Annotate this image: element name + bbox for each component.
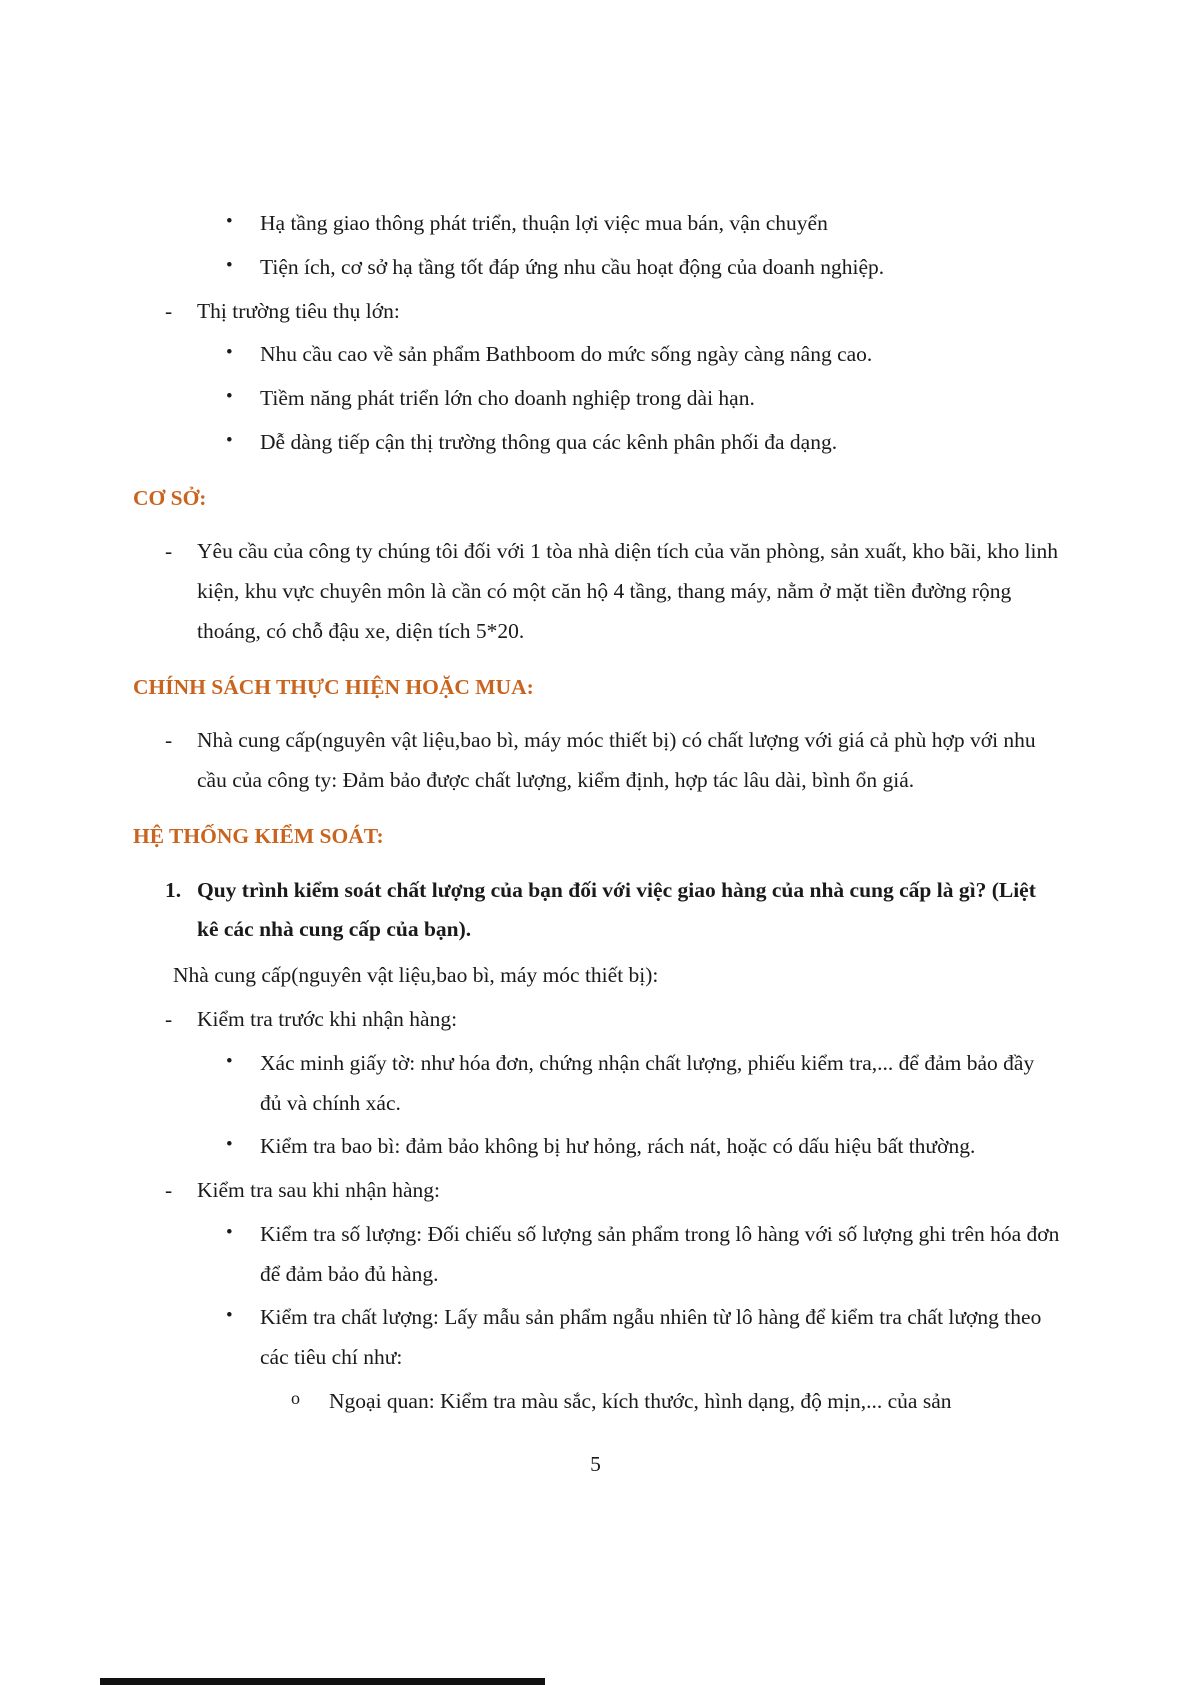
page-footer [0,1452,1191,1477]
list-item [133,1044,1060,1124]
bullet-marker: • [226,1221,233,1243]
block-text: Quy trình kiểm soát chất lượng của bạn đối với việc giao hàng của nhà cung cấp là gì? (Liệt kê các nhà cung cấp của bạn). [197,877,1036,942]
dash-marker: - [165,539,173,564]
block-text: Yêu cầu của công ty chúng tôi đối với 1 tòa nhà diện tích của văn phòng, sản xuất, kho bãi, kho linh kiện, khu vực chuyên môn là cần có một căn hộ 4 tầng, thang máy, nằm ở mặt tiền đường rộng thoáng, có chỗ đậu xe, diện tích 5*20. [197,539,1059,643]
page-number: 5 [590,1452,601,1476]
block-text: Hạ tầng giao thông phát triển, thuận lợi việc mua bán, vận chuyển [260,211,828,235]
list-item [133,204,1060,244]
list-item [133,1215,1060,1295]
bottom-edge-bar [100,1678,545,1685]
dash-marker: - [165,1178,173,1203]
bullet-marker: • [226,254,233,276]
block-text: Dễ dàng tiếp cận thị trường thông qua các kênh phân phối đa dạng. [260,429,838,454]
bullet-marker: • [226,1134,233,1156]
block-text: Kiểm tra số lượng: Đối chiếu số lượng sản phẩm trong lô hàng với số lượng ghi trên hóa đơn để đảm bảo đủ hàng. [260,1221,1060,1286]
numbered-item [133,871,1060,951]
bullet-marker: • [226,386,233,408]
block-text: Nhà cung cấp(nguyên vật liệu,bao bì, máy móc thiết bị) có chất lượng với giá cả phù hợp với nhu cầu của công ty: Đảm bảo được chất lượng, kiểm định, hợp tác lâu dài, bình ổn giá. [197,728,1036,793]
block-text: Kiểm tra bao bì: đảm bảo không bị hư hỏng, rách nát, hoặc có dấu hiệu bất thường. [260,1134,976,1159]
number-marker: 1. [165,877,182,902]
block-text: CHÍNH SÁCH THỰC HIỆN HOẶC MUA: [133,674,534,699]
block-text: Ngoại quan: Kiểm tra màu sắc, kích thước, hình dạng, độ mịn,... của sản [329,1388,952,1413]
list-item [133,721,1060,801]
list-item [133,1298,1060,1378]
list-item [133,379,1060,419]
dash-marker: - [165,728,173,753]
list-item [133,1127,1060,1167]
list-item [133,1000,1060,1040]
block-text: CƠ SỞ: [133,485,207,510]
bullet-marker: • [226,1050,233,1072]
block-text: Kiểm tra chất lượng: Lấy mẫu sản phẩm ngẫu nhiên từ lô hàng để kiểm tra chất lượng theo các tiêu chí như: [260,1305,1042,1370]
block-text: Kiểm tra sau khi nhận hàng: [197,1178,441,1203]
section-heading [133,668,1060,708]
list-item [133,532,1060,651]
block-text: HỆ THỐNG KIỂM SOÁT: [133,823,384,848]
block-text: Nhà cung cấp(nguyên vật liệu,bao bì, máy móc thiết bị): [173,963,659,988]
list-item [133,292,1060,332]
block-text: Tiện ích, cơ sở hạ tầng tốt đáp ứng nhu cầu hoạt động của doanh nghiệp. [260,254,885,279]
block-text: Thị trường tiêu thụ lớn: [197,298,400,323]
list-item [133,335,1060,375]
block-text: Nhu cầu cao về sản phẩm Bathboom do mức sống ngày càng nâng cao. [260,342,873,367]
list-item [133,423,1060,463]
dash-marker: - [165,298,173,323]
bullet-marker: • [226,211,233,232]
list-item [133,1171,1060,1211]
list-item [133,248,1060,288]
circle-marker: o [291,1387,300,1408]
bullet-marker: • [226,342,233,364]
block-text: Xác minh giấy tờ: như hóa đơn, chứng nhận chất lượng, phiếu kiểm tra,... để đảm bảo đầy đủ và chính xác. [260,1050,1035,1115]
list-item [133,1382,1060,1422]
bullet-marker: • [226,1305,233,1327]
block-text: Tiềm năng phát triển lớn cho doanh nghiệp trong dài hạn. [260,386,755,411]
document-content [133,200,1060,1426]
block-text: Kiểm tra trước khi nhận hàng: [197,1007,458,1032]
bullet-marker: • [226,429,233,451]
dash-marker: - [165,1007,173,1032]
section-heading [133,817,1060,857]
section-heading [133,479,1060,519]
paragraph [133,956,1060,996]
